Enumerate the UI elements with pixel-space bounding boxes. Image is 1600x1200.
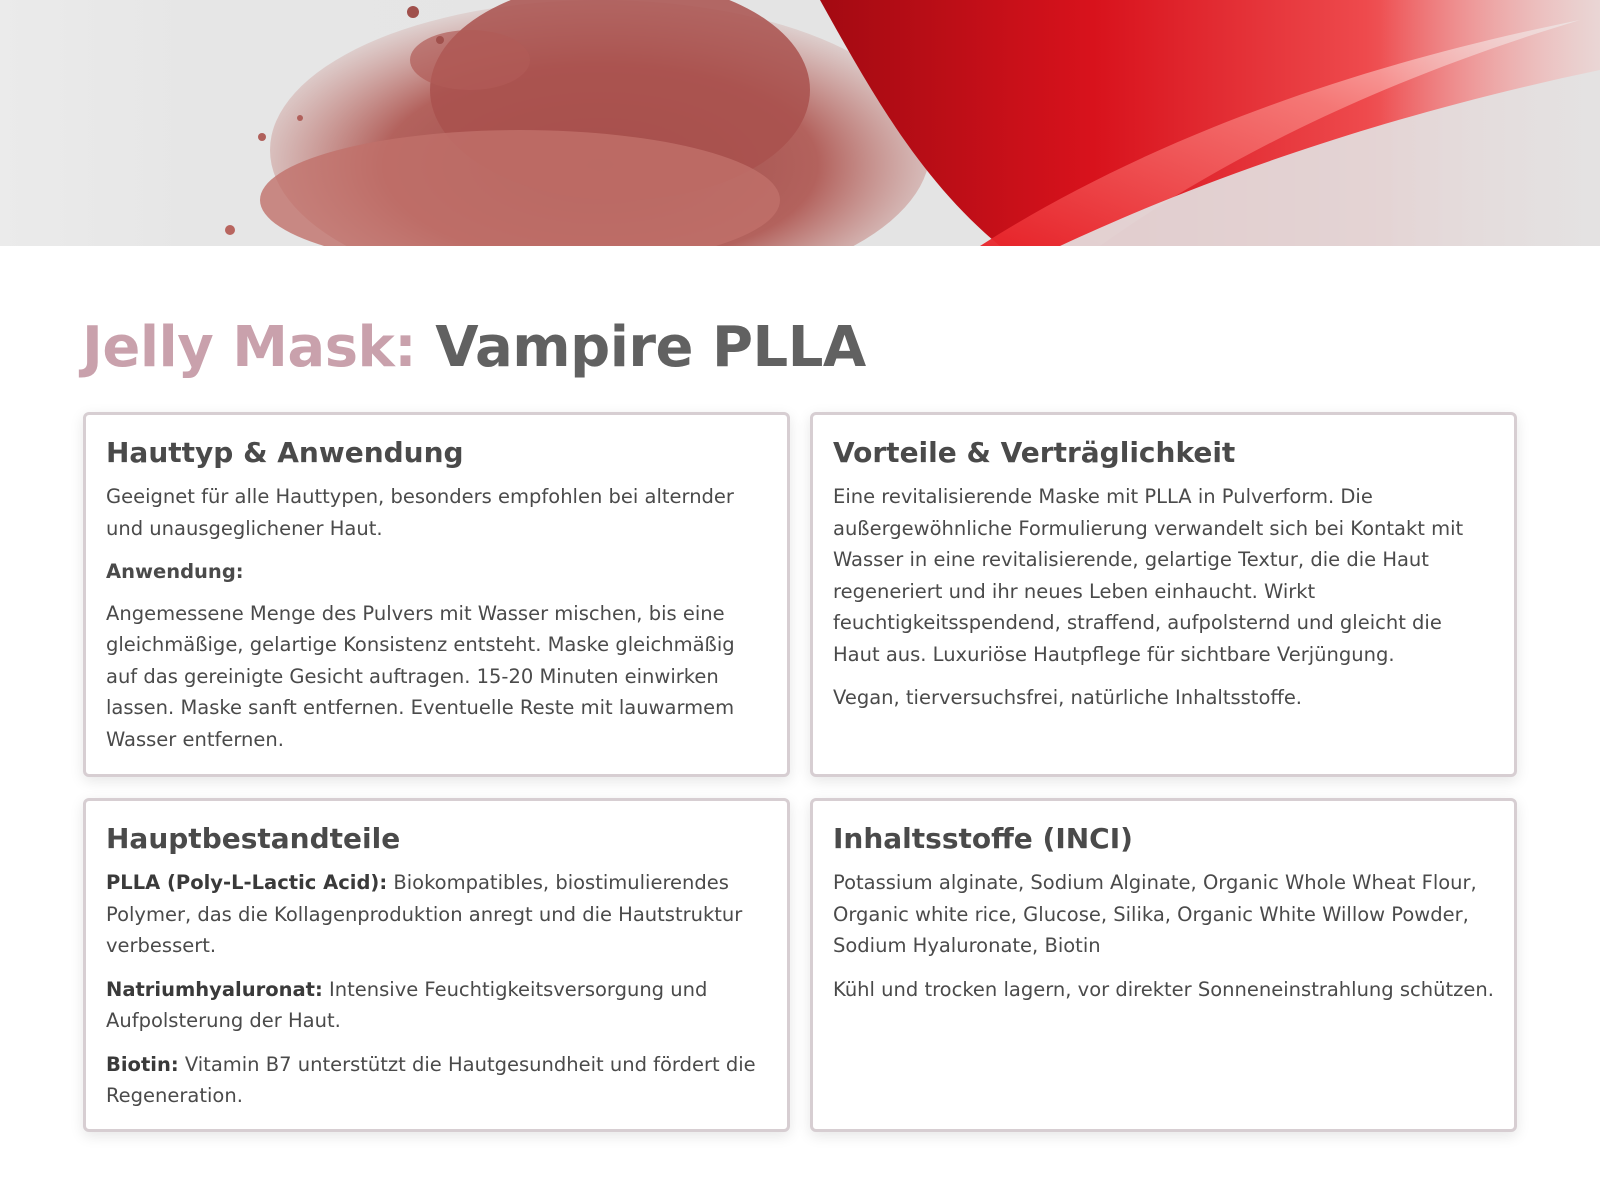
- title-main: Vampire PLLA: [435, 315, 866, 380]
- title-prefix: Jelly Mask:: [82, 315, 417, 380]
- page-title: [82, 312, 866, 384]
- benefits-text: Eine revitalisierende Maske mit PLLA in Pulverform. Die außergewöhnliche Formulierung verwandelt sich bei Kontakt mit Wasser in eine revitalisierende, gelartige Textur, die die Haut regeneriert und ihr neues Leben einhaucht. Wirkt feuchtigkeitsspendend, straffend, aufpolsternd und gleicht die Haut aus. Luxuriöse Hautpflege für sichtbare Verjüngung.: [833, 485, 1464, 666]
- ingredient-item: [106, 1049, 767, 1112]
- card-main-ingredients: [83, 798, 790, 1132]
- benefits-note: Vegan, tierversuchsfrei, natürliche Inhaltsstoffe.: [833, 686, 1303, 709]
- ingredient-name: Biotin:: [106, 1052, 179, 1076]
- card-benefits: [810, 412, 1517, 777]
- ingredient-description: Intensive Feuchtigkeitsversorgung und Aufpolsterung der Haut.: [106, 977, 708, 1032]
- usage-label: Anwendung:: [106, 560, 244, 583]
- card-heading: Hauptbestandteile: [106, 822, 401, 855]
- ingredient-item: [106, 974, 767, 1037]
- card-skin-type-usage: [83, 412, 790, 777]
- card-heading: Inhaltsstoffe (INCI): [833, 822, 1133, 855]
- ingredient-name: Natriumhyaluronat:: [106, 977, 323, 1001]
- skin-type-text: Geeignet für alle Hauttypen, besonders empfohlen bei alternder und unausgeglichener Haut.: [106, 485, 734, 540]
- card-heading: Vorteile & Verträglichkeit: [833, 436, 1236, 469]
- usage-text: Angemessene Menge des Pulvers mit Wasser mischen, bis eine gleichmäßige, gelartige Konsistenz entsteht. Maske gleichmäßig auf das gereinigte Gesicht auftragen. 15-20 Minuten einwirken lassen. Maske sanft entfernen. Eventuelle Reste mit lauwarmem Wasser entfernen.: [106, 601, 735, 751]
- ingredient-description: Biokompatibles, biostimulierendes Polymer, das die Kollagenproduktion anregt und die Hautstruktur verbessert.: [106, 871, 743, 957]
- hero-banner: [0, 0, 1600, 246]
- card-heading: Hauttyp & Anwendung: [106, 436, 464, 469]
- inci-list: Potassium alginate, Sodium Alginate, Organic Whole Wheat Flour, Organic white rice, Glucose, Silika, Organic White Willow Powder, Sodium Hyaluronate, Biotin: [833, 871, 1477, 957]
- ingredient-item: [106, 867, 767, 962]
- card-inci: [810, 798, 1517, 1132]
- hero-image: [0, 0, 1600, 246]
- ingredient-name: PLLA (Poly-L-Lactic Acid):: [106, 871, 388, 894]
- storage-note: Kühl und trocken lagern, vor direkter Sonneneinstrahlung schützen.: [833, 977, 1494, 1001]
- ingredient-description: Vitamin B7 unterstützt die Hautgesundheit und fördert die Regeneration.: [106, 1052, 756, 1107]
